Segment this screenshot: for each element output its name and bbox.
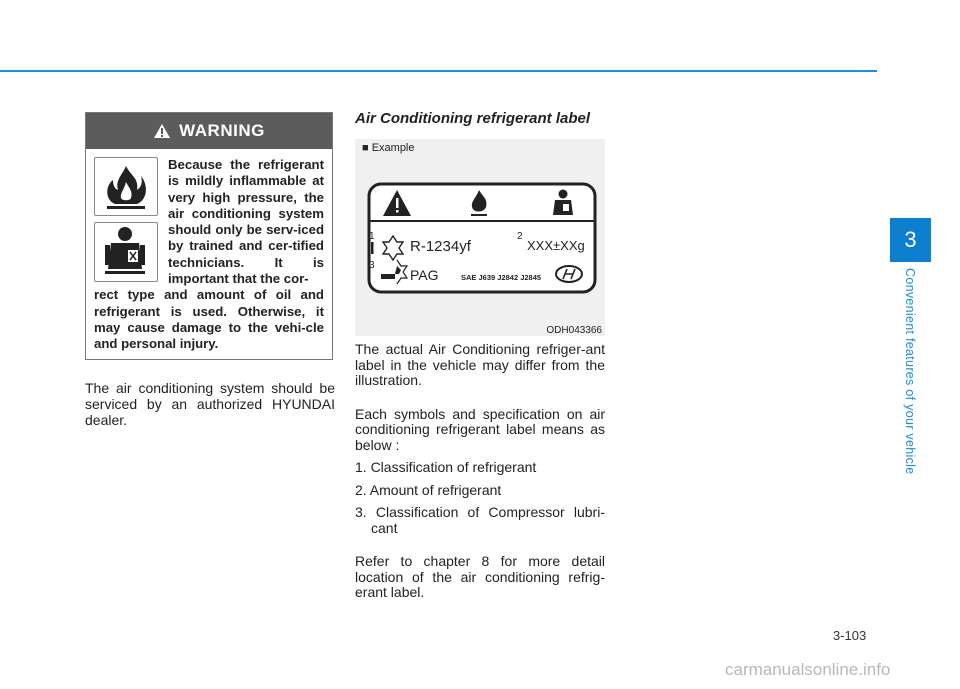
marker-1: 1 bbox=[369, 231, 375, 242]
list-item-1: 1. Classification of refrigerant bbox=[355, 459, 537, 475]
figure-code: ODH043366 bbox=[546, 325, 602, 336]
technician-small-icon bbox=[559, 190, 568, 199]
paragraph-2: Each symbols and specification on air conditioning refrigerant label means as below : bbox=[355, 405, 605, 453]
lubricant-type: PAG bbox=[410, 267, 439, 283]
list-item-3: 3. Classification of Compressor lubri-cant bbox=[355, 504, 605, 536]
chapter-number: 3 bbox=[904, 227, 917, 252]
warning-triangle-icon bbox=[153, 123, 171, 139]
refrigerant-type: R-1234yf bbox=[410, 238, 471, 255]
chapter-title: Convenient features of your vehicle bbox=[903, 268, 917, 475]
warning-title: WARNING bbox=[179, 121, 265, 140]
header-rule bbox=[0, 70, 877, 72]
technician-icon bbox=[94, 222, 158, 282]
refrigerant-amount: XXX±XXg bbox=[527, 238, 585, 253]
marker-2: 2 bbox=[517, 231, 523, 242]
refrigerant-label bbox=[367, 182, 599, 294]
warning-box bbox=[85, 112, 333, 360]
section-title: Air Conditioning refrigerant label bbox=[355, 110, 591, 127]
refrigerant-label-figure bbox=[355, 139, 605, 336]
list-item-2: 2. Amount of refrigerant bbox=[355, 481, 502, 498]
page-number: 3-103 bbox=[833, 628, 867, 643]
warning-text-full: rect type and amount of oil and refrigerant is used. Otherwise, it may cause damage to the vehi-cle and personal injury. bbox=[94, 287, 324, 352]
warning-text-indented: Because the refrigerant is mildly inflammable at very high pressure, the air conditioning system should only be serv-iced by trained and cer-tified technicians. It is important that the cor- bbox=[168, 157, 324, 287]
marker-3: 3 bbox=[369, 260, 375, 271]
watermark[interactable]: carmanualsonline.info bbox=[725, 660, 891, 679]
warning-body bbox=[86, 149, 332, 353]
figure-caption: ■ Example bbox=[362, 142, 415, 154]
paragraph-1: The actual Air Conditioning refriger-ant label in the vehicle may differ from the illustration. bbox=[355, 341, 605, 388]
section-body bbox=[355, 342, 605, 601]
standard-codes: SAE J639 J2842 J2845 bbox=[461, 273, 542, 282]
chapter-tab[interactable] bbox=[890, 218, 931, 262]
warning-header bbox=[86, 113, 332, 149]
service-paragraph: The air conditioning system should be serviced by an authorized HYUNDAI dealer. bbox=[85, 380, 335, 428]
flammable-icon bbox=[94, 157, 158, 216]
paragraph-3: Refer to chapter 8 for more detail location of the air conditioning refrig-erant label. bbox=[355, 553, 605, 600]
